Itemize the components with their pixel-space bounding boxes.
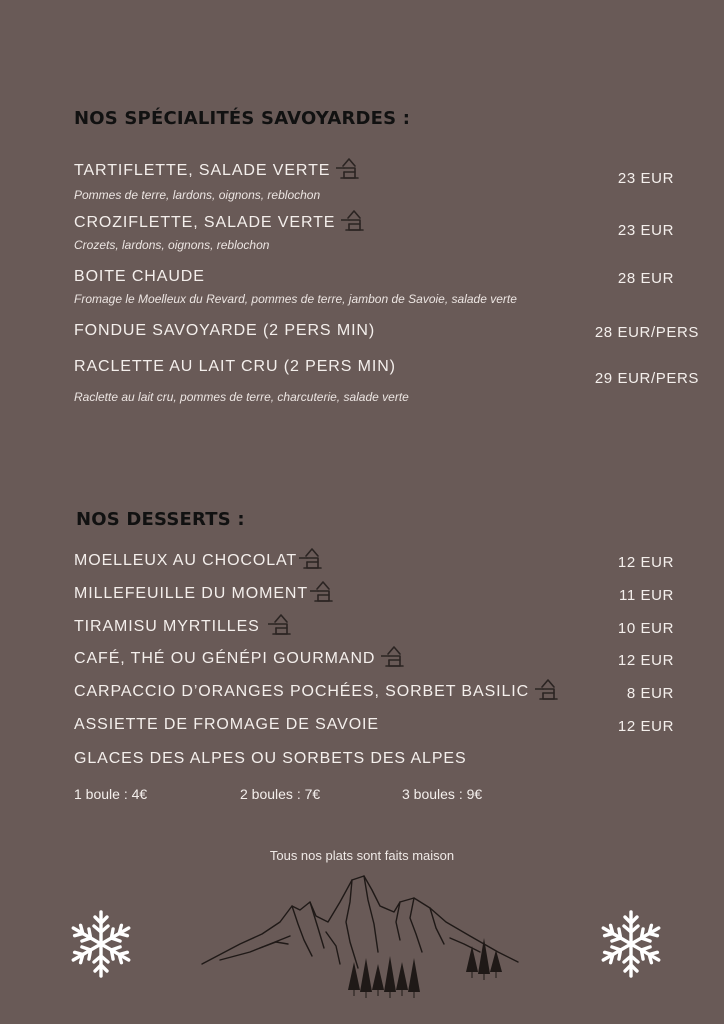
item-price: 23 EUR <box>617 222 674 239</box>
item-price: 12 EUR <box>617 718 674 735</box>
item-name: TARTIFLETTE, SALADE VERTE <box>74 162 331 180</box>
menu-item <box>74 358 724 404</box>
item-name: ASSIETTE DE FROMAGE DE SAVOIE <box>74 716 379 733</box>
item-description: Raclette au lait cru, pommes de terre, charcuterie, salade verte <box>74 390 409 404</box>
chef-hat-icon <box>310 579 336 603</box>
chef-hat-icon <box>341 208 367 232</box>
homemade-note: Tous nos plats sont faits maison <box>269 848 455 863</box>
ice-price-3: 3 boules : 9€ <box>402 786 483 802</box>
item-name: GLACES DES ALPES OU SORBETS DES ALPES <box>74 750 467 767</box>
specialites-heading: NOS SPÉCIALITÉS SAVOYARDES : <box>74 108 411 129</box>
menu-item <box>74 716 724 746</box>
menu-item <box>74 683 724 713</box>
ice-price-2: 2 boules : 7€ <box>240 786 321 802</box>
item-name: TIRAMISU MYRTILLES <box>74 618 260 636</box>
ice-price-1: 1 boule : 4€ <box>74 786 148 802</box>
snowflake-icon <box>68 908 134 980</box>
item-price: 12 EUR <box>617 652 674 669</box>
item-name: CAFÉ, THÉ OU GÉNÉPI GOURMAND <box>74 650 376 668</box>
menu-item <box>74 162 724 202</box>
item-price: 8 EUR <box>626 685 674 702</box>
item-name: RACLETTE AU LAIT CRU (2 PERS MIN) <box>74 358 396 375</box>
item-price: 28 EUR <box>617 270 674 287</box>
item-price: 10 EUR <box>617 620 674 637</box>
item-name: MOELLEUX AU CHOCOLAT <box>74 552 298 570</box>
item-price: 23 EUR <box>617 170 674 187</box>
menu-item <box>74 750 724 780</box>
chef-hat-icon <box>299 546 325 570</box>
chef-hat-icon <box>535 677 561 701</box>
menu-item <box>74 268 724 306</box>
menu-item <box>74 585 724 615</box>
item-price: 28 EUR/PERS <box>594 324 699 341</box>
item-price: 11 EUR <box>618 587 674 604</box>
item-name: BOITE CHAUDE <box>74 268 205 285</box>
item-name: MILLEFEUILLE DU MOMENT <box>74 585 309 603</box>
item-price: 12 EUR <box>617 554 674 571</box>
chef-hat-icon <box>336 156 362 180</box>
menu-item <box>74 214 724 252</box>
mountains-icon <box>200 872 520 1000</box>
item-price: 29 EUR/PERS <box>594 370 699 387</box>
item-name: FONDUE SAVOYARDE (2 PERS MIN) <box>74 322 376 339</box>
item-name: CARPACCIO D’ORANGES POCHÉES, SORBET BASILIC <box>74 683 530 701</box>
snowflake-icon <box>598 908 664 980</box>
item-description: Fromage le Moelleux du Revard, pommes de terre, jambon de Savoie, salade verte <box>74 292 517 306</box>
item-name: CROZIFLETTE, SALADE VERTE <box>74 214 336 232</box>
item-description: Crozets, lardons, oignons, reblochon <box>74 238 270 252</box>
item-description: Pommes de terre, lardons, oignons, reblochon <box>74 188 321 202</box>
chef-hat-icon <box>381 644 407 668</box>
desserts-heading: NOS DESSERTS : <box>76 509 245 530</box>
chef-hat-icon <box>268 612 294 636</box>
menu-item <box>74 322 724 352</box>
menu-item <box>74 552 724 582</box>
menu-item <box>74 650 724 680</box>
